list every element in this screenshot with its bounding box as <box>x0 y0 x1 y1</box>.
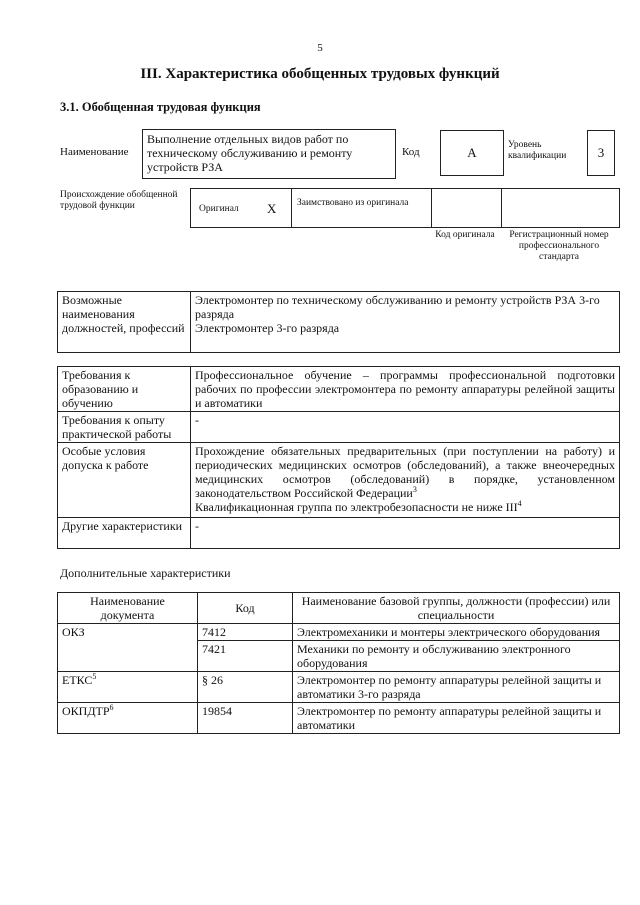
level-value: 3 <box>587 130 615 176</box>
row-doc: ОКЗ <box>58 624 198 672</box>
col-name-header: Наименование базовой группы, должности (профессии) или специальности <box>293 593 620 624</box>
positions-line1: Электромонтер по техническому обслуживанию и ремонту устройств РЗА 3-го разряда <box>195 293 600 321</box>
footnote-3: 3 <box>412 485 417 494</box>
footnote-4: 4 <box>517 499 522 508</box>
additional-table <box>57 592 620 734</box>
row-code: 7412 <box>198 624 293 641</box>
other-label: Другие характеристики <box>58 518 191 549</box>
original-label: Оригинал <box>199 204 239 214</box>
code-original-caption: Код оригинала <box>435 230 495 240</box>
section-title: III. Характеристика обобщенных трудовых функций <box>140 66 500 82</box>
origin-box <box>190 188 620 228</box>
education-label: Требования к образованию и обучению <box>58 367 191 412</box>
additional-title: Дополнительные характеристики <box>60 566 231 580</box>
original-mark: X <box>267 201 277 216</box>
row-name: Электромеханики и монтеры электрического оборудования <box>293 624 620 641</box>
name-value: Выполнение отдельных видов работ по техническому обслуживанию и ремонту устройств РЗА <box>142 129 396 179</box>
positions-value <box>191 292 620 353</box>
origin-label: Происхождение обобщенной трудовой функции <box>60 190 178 211</box>
row-name: Механики по ремонту и обслуживанию электронного оборудования <box>293 641 620 672</box>
special-text2: Квалификационная группа по электробезопасности не ниже III <box>195 500 518 514</box>
row-name: Электромонтер по ремонту аппаратуры релейной защиты и автоматики 3-го разряда <box>293 672 620 703</box>
special-text: Прохождение обязательных предварительных (при поступлении на работу) и периодических медицинских осмотров (обследований), а также внеочередных медицинских осмотров (обследований) в порядке, установленном законодательством Российской Федерации <box>195 444 615 500</box>
row-code: 19854 <box>198 703 293 734</box>
positions-line2: Электромонтер 3-го разряда <box>195 321 340 335</box>
education-value: Профессиональное обучение – программы профессиональной подготовки рабочих по профессии электромонтера по ремонту аппаратуры релейной защиты и автоматики <box>191 367 620 412</box>
name-label: Наименование <box>60 146 129 158</box>
footnote-5: 5 <box>92 672 97 681</box>
footnote-6: 6 <box>109 703 114 712</box>
special-value <box>191 443 620 518</box>
row-code: 7421 <box>198 641 293 672</box>
col-doc-header: Наименование документа <box>58 593 198 624</box>
experience-label: Требования к опыту практической работы <box>58 412 191 443</box>
page-number: 5 <box>317 42 323 54</box>
borrowed-label: Заимствовано из оригинала <box>297 198 409 208</box>
reg-number-caption: Регистрационный номер профессионального стандарта <box>509 230 609 262</box>
subsection-title: 3.1. Обобщенная трудовая функция <box>60 100 261 114</box>
special-label: Особые условия допуска к работе <box>58 443 191 518</box>
row-code: § 26 <box>198 672 293 703</box>
row-doc: ОКПДТР$^6$ <box>58 703 198 734</box>
col-code-header: Код <box>198 593 293 624</box>
requirements-table <box>57 366 620 549</box>
positions-label: Возможные наименования должностей, профессий <box>58 292 191 353</box>
level-label: Уровень квалификации <box>508 140 567 161</box>
code-label: Код <box>402 146 420 158</box>
positions-table <box>57 291 620 353</box>
experience-value: - <box>191 412 620 443</box>
row-name: Электромонтер по ремонту аппаратуры релейной защиты и автоматики <box>293 703 620 734</box>
row-doc: ЕТКС$^5$ <box>58 672 198 703</box>
other-value: - <box>191 518 620 549</box>
code-value: А <box>440 130 504 176</box>
